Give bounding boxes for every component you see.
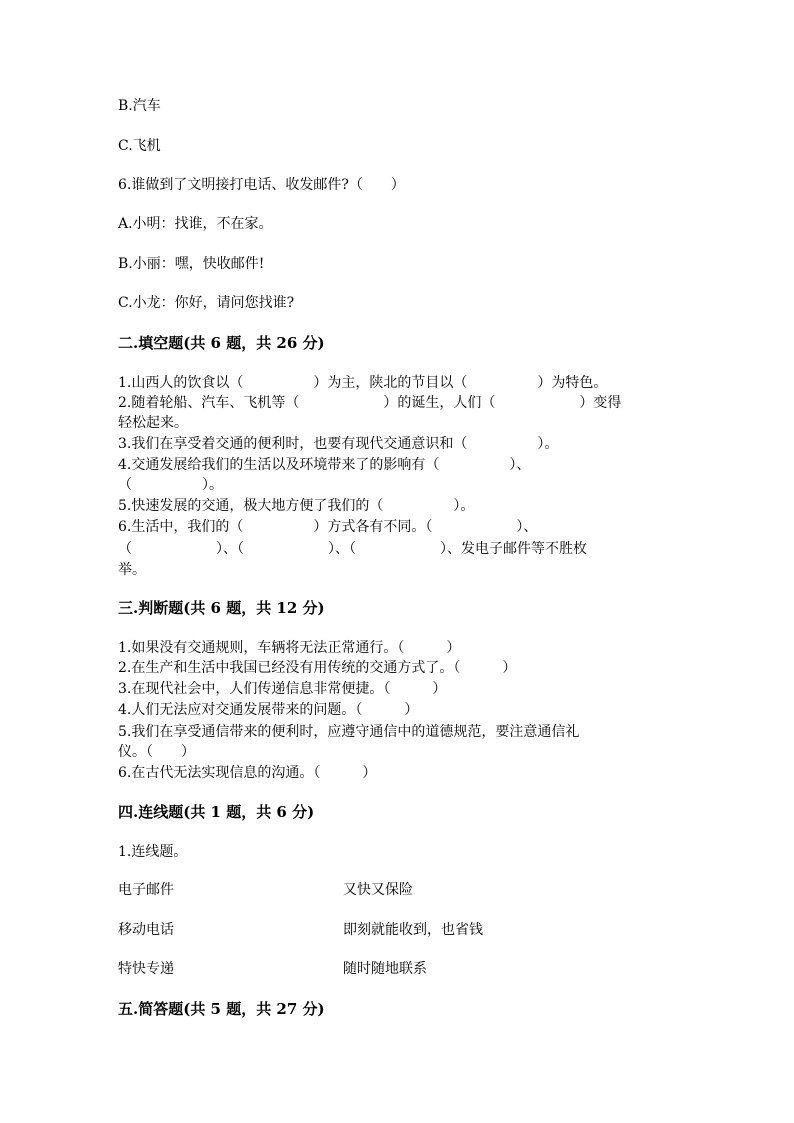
match-right-item: 随时随地联系 [343, 961, 427, 977]
q6-option-b: B.小丽：嘿，快收邮件! [118, 256, 265, 272]
matching-question: 1.连线题。 [118, 844, 188, 860]
q6-option-a: A.小明：找谁，不在家。 [118, 216, 273, 232]
tf-line: 1.如果没有交通规则，车辆将无法正常通行。（ ） [118, 640, 461, 656]
tf-line: 5.我们在享受通信带来的便利时，应遵守通信中的道德规范，要注意通信礼 [118, 724, 580, 740]
tf-line: 2.在生产和生活中我国已经没有用传统的交通方式了。（ ） [118, 660, 517, 676]
fill-line: 5.快速发展的交通，极大地方便了我们的（ ）。 [118, 498, 475, 514]
section-matching-title: 四.连线题(共 1 题，共 6 分) [118, 803, 315, 821]
fill-line: 3.我们在享受着交通的便利时，也要有现代交通意识和（ ）。 [118, 436, 559, 452]
fill-line: 4.交通发展给我们的生活以及环境带来了的影响有（ ）、 [118, 457, 531, 473]
section-true-false-title: 三.判断题(共 6 题，共 12 分) [118, 599, 325, 617]
fill-line: 2.随着轮船、汽车、飞机等（ ）的诞生，人们（ ）变得 [118, 395, 622, 411]
section-short-answer-title: 五.简答题(共 5 题，共 27 分) [118, 1000, 325, 1018]
match-right-item: 即刻就能收到，也省钱 [343, 922, 483, 938]
q6-option-c: C.小龙：你好，请问您找谁? [118, 295, 295, 311]
match-left-item: 电子邮件 [118, 882, 174, 898]
tf-line: 6.在古代无法实现信息的沟通。（ ） [118, 765, 377, 781]
fill-line: 举。 [118, 562, 146, 578]
tf-line: 4.人们无法应对交通发展带来的问题。（ ） [118, 702, 419, 718]
tf-line: 3.在现代社会中，人们传递信息非常便捷。（ ） [118, 681, 447, 697]
match-left-item: 特快专递 [118, 961, 174, 977]
question-6: 6.谁做到了文明接打电话、收发邮件?（ ） [118, 177, 405, 193]
fill-line: 1.山西人的饮食以（ ）为主，陕北的节目以（ ）为特色。 [118, 375, 608, 391]
match-right-item: 又快又保险 [343, 882, 413, 898]
section-fill-blank-title: 二.填空题(共 6 题，共 26 分) [118, 334, 325, 352]
fill-line: 6.生活中，我们的（ ）方式各有不同。（ ）、 [118, 519, 538, 535]
tf-line: 仪。（ ） [118, 744, 195, 760]
match-left-item: 移动电话 [118, 922, 174, 938]
fill-line: 轻松起来。 [118, 415, 188, 431]
fill-line: （ ）。 [118, 477, 223, 493]
option-b-car: B.汽车 [118, 98, 161, 114]
option-c-plane: C.飞机 [118, 138, 161, 154]
fill-line: （ ）、（ ）、（ ）、发电子邮件等不胜枚 [118, 541, 587, 557]
